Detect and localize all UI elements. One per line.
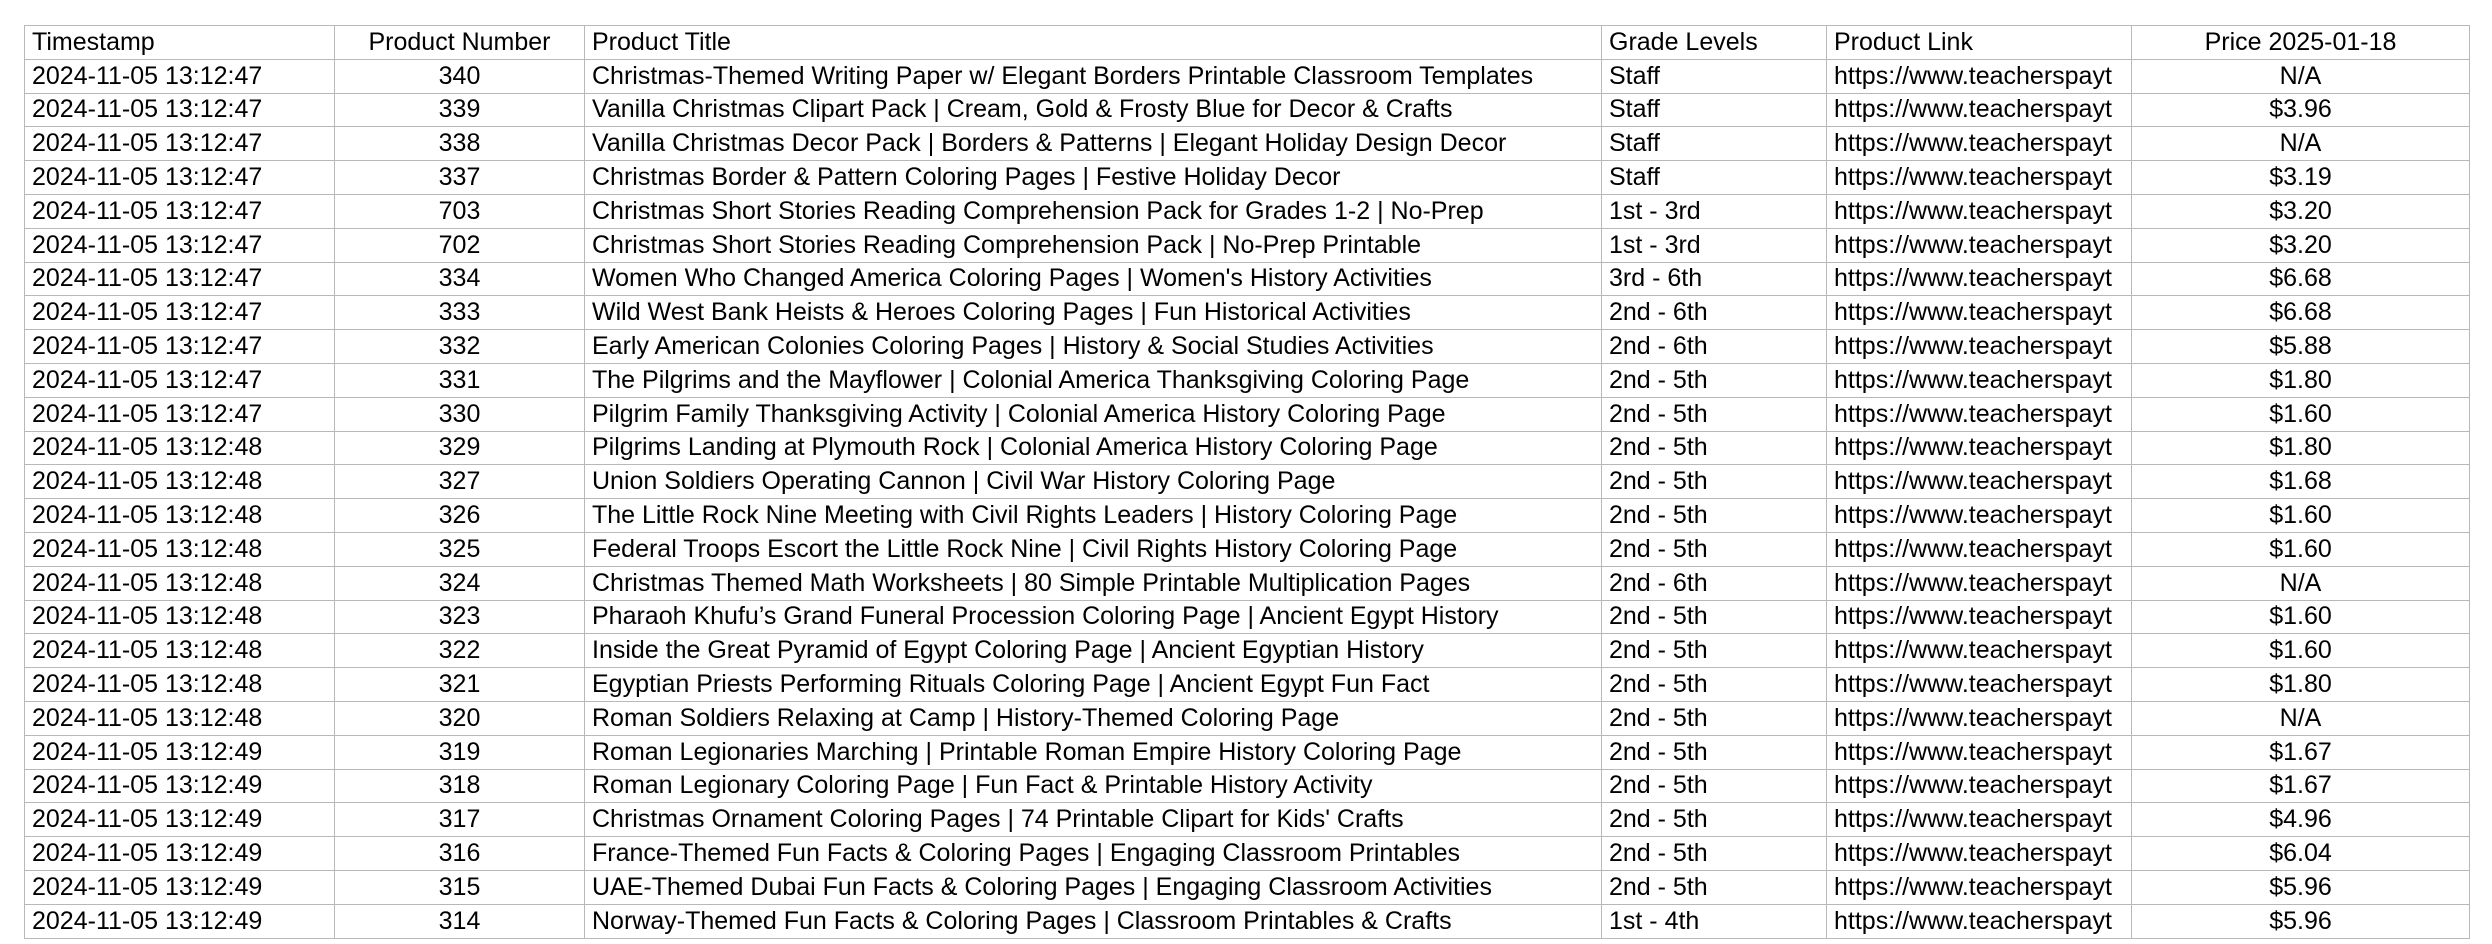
cell-grade-levels: 1st - 3rd [1602, 194, 1827, 228]
cell-price: N/A [2132, 59, 2470, 93]
cell-product-link[interactable]: https://www.teacherspayt [1827, 228, 2132, 262]
cell-product-number: 334 [335, 262, 585, 296]
cell-product-number: 326 [335, 499, 585, 533]
cell-timestamp: 2024-11-05 13:12:47 [25, 330, 335, 364]
cell-product-link[interactable]: https://www.teacherspayt [1827, 600, 2132, 634]
cell-grade-levels: 1st - 4th [1602, 904, 1827, 938]
cell-product-number: 325 [335, 532, 585, 566]
cell-product-link[interactable]: https://www.teacherspayt [1827, 532, 2132, 566]
product-table [24, 25, 2470, 939]
cell-timestamp: 2024-11-05 13:12:47 [25, 363, 335, 397]
cell-grade-levels: 2nd - 5th [1602, 870, 1827, 904]
table-row [25, 837, 2470, 871]
cell-product-number: 322 [335, 634, 585, 668]
header-product-title: Product Title [585, 26, 1602, 60]
cell-product-title: Early American Colonies Coloring Pages | History & Social Studies Activities [585, 330, 1602, 364]
table-row [25, 870, 2470, 904]
cell-product-number: 314 [335, 904, 585, 938]
cell-product-title: Christmas Border & Pattern Coloring Pages | Festive Holiday Decor [585, 161, 1602, 195]
cell-price: $1.80 [2132, 431, 2470, 465]
cell-product-title: The Little Rock Nine Meeting with Civil Rights Leaders | History Coloring Page [585, 499, 1602, 533]
cell-product-link[interactable]: https://www.teacherspayt [1827, 262, 2132, 296]
cell-timestamp: 2024-11-05 13:12:49 [25, 803, 335, 837]
cell-timestamp: 2024-11-05 13:12:48 [25, 431, 335, 465]
header-product-number: Product Number [335, 26, 585, 60]
table-row [25, 735, 2470, 769]
table-row [25, 363, 2470, 397]
cell-price: $6.68 [2132, 262, 2470, 296]
cell-price: N/A [2132, 127, 2470, 161]
cell-product-link[interactable]: https://www.teacherspayt [1827, 59, 2132, 93]
cell-product-title: The Pilgrims and the Mayflower | Colonial America Thanksgiving Coloring Page [585, 363, 1602, 397]
cell-price: $1.80 [2132, 668, 2470, 702]
cell-product-title: Christmas Themed Math Worksheets | 80 Simple Printable Multiplication Pages [585, 566, 1602, 600]
cell-product-title: Roman Legionaries Marching | Printable Roman Empire History Coloring Page [585, 735, 1602, 769]
cell-product-link[interactable]: https://www.teacherspayt [1827, 93, 2132, 127]
table-row [25, 600, 2470, 634]
table-row [25, 769, 2470, 803]
cell-grade-levels: Staff [1602, 93, 1827, 127]
cell-product-title: France-Themed Fun Facts & Coloring Pages | Engaging Classroom Printables [585, 837, 1602, 871]
cell-grade-levels: 2nd - 5th [1602, 431, 1827, 465]
cell-timestamp: 2024-11-05 13:12:47 [25, 161, 335, 195]
cell-price: $3.96 [2132, 93, 2470, 127]
cell-grade-levels: 2nd - 6th [1602, 330, 1827, 364]
cell-price: $5.88 [2132, 330, 2470, 364]
cell-grade-levels: 2nd - 5th [1602, 769, 1827, 803]
cell-timestamp: 2024-11-05 13:12:48 [25, 532, 335, 566]
cell-product-link[interactable]: https://www.teacherspayt [1827, 431, 2132, 465]
cell-product-title: Inside the Great Pyramid of Egypt Coloring Page | Ancient Egyptian History [585, 634, 1602, 668]
cell-product-link[interactable]: https://www.teacherspayt [1827, 803, 2132, 837]
cell-product-title: Christmas Short Stories Reading Comprehension Pack for Grades 1-2 | No-Prep [585, 194, 1602, 228]
cell-timestamp: 2024-11-05 13:12:49 [25, 735, 335, 769]
cell-product-link[interactable]: https://www.teacherspayt [1827, 330, 2132, 364]
cell-product-number: 323 [335, 600, 585, 634]
header-row [25, 26, 2470, 60]
table-row [25, 127, 2470, 161]
cell-product-number: 315 [335, 870, 585, 904]
table-row [25, 330, 2470, 364]
cell-product-link[interactable]: https://www.teacherspayt [1827, 904, 2132, 938]
cell-timestamp: 2024-11-05 13:12:47 [25, 262, 335, 296]
cell-grade-levels: 3rd - 6th [1602, 262, 1827, 296]
cell-grade-levels: 2nd - 5th [1602, 668, 1827, 702]
cell-product-link[interactable]: https://www.teacherspayt [1827, 769, 2132, 803]
cell-product-title: Pilgrim Family Thanksgiving Activity | Colonial America History Coloring Page [585, 397, 1602, 431]
table-row [25, 634, 2470, 668]
cell-product-title: Pilgrims Landing at Plymouth Rock | Colonial America History Coloring Page [585, 431, 1602, 465]
cell-product-link[interactable]: https://www.teacherspayt [1827, 735, 2132, 769]
table-row [25, 532, 2470, 566]
cell-product-number: 324 [335, 566, 585, 600]
table-row [25, 701, 2470, 735]
cell-product-link[interactable]: https://www.teacherspayt [1827, 397, 2132, 431]
cell-timestamp: 2024-11-05 13:12:48 [25, 668, 335, 702]
cell-product-link[interactable]: https://www.teacherspayt [1827, 634, 2132, 668]
header-product-link: Product Link [1827, 26, 2132, 60]
cell-timestamp: 2024-11-05 13:12:47 [25, 296, 335, 330]
table-row [25, 465, 2470, 499]
cell-product-title: Women Who Changed America Coloring Pages | Women's History Activities [585, 262, 1602, 296]
cell-timestamp: 2024-11-05 13:12:48 [25, 634, 335, 668]
cell-product-title: Christmas-Themed Writing Paper w/ Elegant Borders Printable Classroom Templates [585, 59, 1602, 93]
table-row [25, 59, 2470, 93]
cell-product-title: Pharaoh Khufu’s Grand Funeral Procession Coloring Page | Ancient Egypt History [585, 600, 1602, 634]
table-row [25, 93, 2470, 127]
cell-price: $6.04 [2132, 837, 2470, 871]
table-row [25, 296, 2470, 330]
cell-product-link[interactable]: https://www.teacherspayt [1827, 566, 2132, 600]
cell-timestamp: 2024-11-05 13:12:49 [25, 904, 335, 938]
cell-price: $1.60 [2132, 600, 2470, 634]
cell-grade-levels: Staff [1602, 161, 1827, 195]
cell-product-title: Wild West Bank Heists & Heroes Coloring Pages | Fun Historical Activities [585, 296, 1602, 330]
cell-product-link[interactable]: https://www.teacherspayt [1827, 465, 2132, 499]
cell-product-title: Roman Legionary Coloring Page | Fun Fact & Printable History Activity [585, 769, 1602, 803]
cell-product-link[interactable]: https://www.teacherspayt [1827, 127, 2132, 161]
cell-product-number: 338 [335, 127, 585, 161]
cell-product-title: Egyptian Priests Performing Rituals Coloring Page | Ancient Egypt Fun Fact [585, 668, 1602, 702]
cell-product-number: 330 [335, 397, 585, 431]
cell-product-title: UAE-Themed Dubai Fun Facts & Coloring Pages | Engaging Classroom Activities [585, 870, 1602, 904]
cell-grade-levels: 2nd - 5th [1602, 634, 1827, 668]
cell-product-link[interactable]: https://www.teacherspayt [1827, 499, 2132, 533]
table-row [25, 499, 2470, 533]
cell-grade-levels: 2nd - 5th [1602, 499, 1827, 533]
table-row [25, 228, 2470, 262]
table-row [25, 431, 2470, 465]
cell-product-link[interactable]: https://www.teacherspayt [1827, 837, 2132, 871]
cell-product-number: 333 [335, 296, 585, 330]
cell-timestamp: 2024-11-05 13:12:48 [25, 701, 335, 735]
cell-timestamp: 2024-11-05 13:12:48 [25, 566, 335, 600]
cell-grade-levels: 2nd - 5th [1602, 363, 1827, 397]
cell-product-link[interactable]: https://www.teacherspayt [1827, 161, 2132, 195]
cell-product-link[interactable]: https://www.teacherspayt [1827, 363, 2132, 397]
cell-product-title: Christmas Ornament Coloring Pages | 74 Printable Clipart for Kids' Crafts [585, 803, 1602, 837]
cell-product-title: Vanilla Christmas Clipart Pack | Cream, Gold & Frosty Blue for Decor & Crafts [585, 93, 1602, 127]
cell-grade-levels: 1st - 3rd [1602, 228, 1827, 262]
cell-timestamp: 2024-11-05 13:12:47 [25, 397, 335, 431]
cell-timestamp: 2024-11-05 13:12:48 [25, 499, 335, 533]
cell-price: $3.20 [2132, 194, 2470, 228]
cell-product-number: 703 [335, 194, 585, 228]
cell-grade-levels: 2nd - 6th [1602, 566, 1827, 600]
cell-timestamp: 2024-11-05 13:12:47 [25, 93, 335, 127]
cell-price: $1.60 [2132, 397, 2470, 431]
cell-product-number: 321 [335, 668, 585, 702]
table-row [25, 194, 2470, 228]
cell-timestamp: 2024-11-05 13:12:47 [25, 59, 335, 93]
cell-product-title: Norway-Themed Fun Facts & Coloring Pages | Classroom Printables & Crafts [585, 904, 1602, 938]
cell-product-link[interactable]: https://www.teacherspayt [1827, 194, 2132, 228]
cell-grade-levels: 2nd - 5th [1602, 837, 1827, 871]
cell-timestamp: 2024-11-05 13:12:49 [25, 769, 335, 803]
cell-price: $5.96 [2132, 870, 2470, 904]
cell-price: $1.67 [2132, 769, 2470, 803]
cell-price: $1.68 [2132, 465, 2470, 499]
header-timestamp: Timestamp [25, 26, 335, 60]
cell-grade-levels: 2nd - 6th [1602, 296, 1827, 330]
cell-price: $1.60 [2132, 634, 2470, 668]
table-row [25, 904, 2470, 938]
cell-timestamp: 2024-11-05 13:12:48 [25, 600, 335, 634]
cell-product-number: 320 [335, 701, 585, 735]
cell-grade-levels: 2nd - 5th [1602, 701, 1827, 735]
header-grade-levels: Grade Levels [1602, 26, 1827, 60]
cell-price: $5.96 [2132, 904, 2470, 938]
cell-product-title: Roman Soldiers Relaxing at Camp | History-Themed Coloring Page [585, 701, 1602, 735]
cell-price: $3.20 [2132, 228, 2470, 262]
cell-timestamp: 2024-11-05 13:12:47 [25, 194, 335, 228]
cell-product-link[interactable]: https://www.teacherspayt [1827, 701, 2132, 735]
table-body [25, 59, 2470, 938]
cell-product-number: 318 [335, 769, 585, 803]
cell-product-number: 339 [335, 93, 585, 127]
cell-grade-levels: 2nd - 5th [1602, 397, 1827, 431]
cell-product-number: 327 [335, 465, 585, 499]
cell-product-title: Union Soldiers Operating Cannon | Civil War History Coloring Page [585, 465, 1602, 499]
cell-price: $1.67 [2132, 735, 2470, 769]
cell-product-number: 319 [335, 735, 585, 769]
cell-timestamp: 2024-11-05 13:12:47 [25, 228, 335, 262]
table-row [25, 803, 2470, 837]
cell-timestamp: 2024-11-05 13:12:49 [25, 837, 335, 871]
header-price: Price 2025-01-18 [2132, 26, 2470, 60]
cell-product-number: 329 [335, 431, 585, 465]
cell-product-number: 331 [335, 363, 585, 397]
table-row [25, 161, 2470, 195]
table-row [25, 668, 2470, 702]
cell-timestamp: 2024-11-05 13:12:48 [25, 465, 335, 499]
cell-product-link[interactable]: https://www.teacherspayt [1827, 870, 2132, 904]
table-row [25, 262, 2470, 296]
cell-price: $3.19 [2132, 161, 2470, 195]
cell-product-title: Vanilla Christmas Decor Pack | Borders & Patterns | Elegant Holiday Design Decor [585, 127, 1602, 161]
cell-price: $6.68 [2132, 296, 2470, 330]
cell-grade-levels: 2nd - 5th [1602, 735, 1827, 769]
cell-product-number: 337 [335, 161, 585, 195]
cell-product-number: 702 [335, 228, 585, 262]
cell-grade-levels: 2nd - 5th [1602, 465, 1827, 499]
cell-price: $4.96 [2132, 803, 2470, 837]
cell-timestamp: 2024-11-05 13:12:49 [25, 870, 335, 904]
cell-grade-levels: 2nd - 5th [1602, 600, 1827, 634]
cell-product-number: 332 [335, 330, 585, 364]
cell-grade-levels: Staff [1602, 127, 1827, 161]
cell-product-title: Federal Troops Escort the Little Rock Nine | Civil Rights History Coloring Page [585, 532, 1602, 566]
cell-product-number: 316 [335, 837, 585, 871]
cell-price: $1.60 [2132, 532, 2470, 566]
cell-grade-levels: 2nd - 5th [1602, 803, 1827, 837]
cell-grade-levels: 2nd - 5th [1602, 532, 1827, 566]
cell-price: N/A [2132, 566, 2470, 600]
cell-price: N/A [2132, 701, 2470, 735]
cell-product-number: 340 [335, 59, 585, 93]
cell-product-link[interactable]: https://www.teacherspayt [1827, 668, 2132, 702]
cell-price: $1.60 [2132, 499, 2470, 533]
table-row [25, 566, 2470, 600]
cell-grade-levels: Staff [1602, 59, 1827, 93]
cell-timestamp: 2024-11-05 13:12:47 [25, 127, 335, 161]
cell-product-title: Christmas Short Stories Reading Comprehension Pack | No-Prep Printable [585, 228, 1602, 262]
cell-product-link[interactable]: https://www.teacherspayt [1827, 296, 2132, 330]
cell-product-number: 317 [335, 803, 585, 837]
table-row [25, 397, 2470, 431]
cell-price: $1.80 [2132, 363, 2470, 397]
